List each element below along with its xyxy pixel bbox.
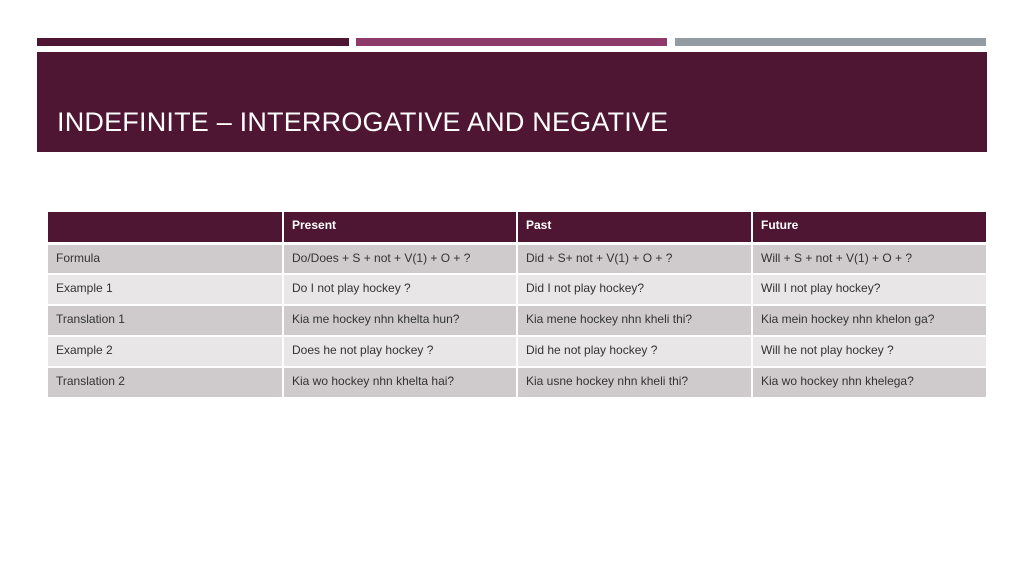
header-cell-future: Future: [752, 212, 986, 243]
header-cell-present: Present: [283, 212, 517, 243]
slide-title: INDEFINITE – INTERROGATIVE AND NEGATIVE: [57, 107, 669, 137]
table-cell: Did + S+ not + V(1) + O + ?: [517, 243, 752, 274]
row-label: Example 2: [48, 336, 283, 367]
table-header-row: [48, 212, 986, 243]
table-row-formula: [48, 243, 986, 274]
row-label: Translation 2: [48, 367, 283, 398]
title-banner: [37, 52, 987, 152]
table-cell: Kia wo hockey nhn khelta hai?: [283, 367, 517, 398]
table-cell: Will + S + not + V(1) + O + ?: [752, 243, 986, 274]
table-cell: Kia wo hockey nhn khelega?: [752, 367, 986, 398]
table-row-translation-1: [48, 305, 986, 336]
table-cell: Do/Does + S + not + V(1) + O + ?: [283, 243, 517, 274]
table-cell: Will I not play hockey?: [752, 274, 986, 305]
table-cell: Kia usne hockey nhn kheli thi?: [517, 367, 752, 398]
row-label: Translation 1: [48, 305, 283, 336]
tense-table-container: [48, 212, 986, 399]
accent-bar-middle: [356, 38, 667, 46]
table-cell: Do I not play hockey ?: [283, 274, 517, 305]
accent-bar-left: [37, 38, 349, 46]
tense-table: [48, 212, 986, 399]
row-label: Example 1: [48, 274, 283, 305]
table-cell: Kia mein hockey nhn khelon ga?: [752, 305, 986, 336]
table-cell: Will he not play hockey ?: [752, 336, 986, 367]
table-row-translation-2: [48, 367, 986, 398]
table-cell: Kia mene hockey nhn kheli thi?: [517, 305, 752, 336]
header-cell-past: Past: [517, 212, 752, 243]
table-cell: Does he not play hockey ?: [283, 336, 517, 367]
table-row-example-2: [48, 336, 986, 367]
header-cell-blank: [48, 212, 283, 243]
table-cell: Kia me hockey nhn khelta hun?: [283, 305, 517, 336]
table-row-example-1: [48, 274, 986, 305]
table-cell: Did he not play hockey ?: [517, 336, 752, 367]
row-label: Formula: [48, 243, 283, 274]
accent-bar-right: [675, 38, 986, 46]
table-cell: Did I not play hockey?: [517, 274, 752, 305]
